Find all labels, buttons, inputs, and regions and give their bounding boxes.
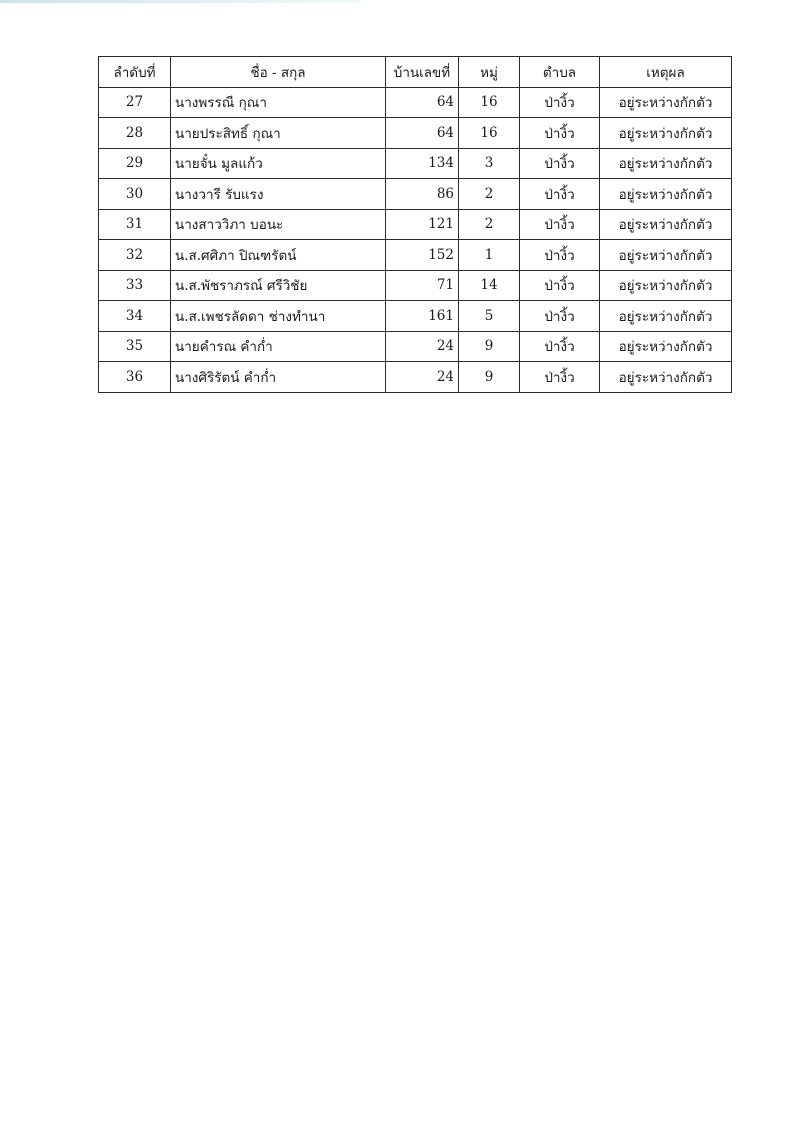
- cell-subdistrict: ป่างิ้ว: [520, 179, 600, 210]
- cell-no: 27: [99, 87, 171, 118]
- cell-moo: 3: [459, 148, 520, 179]
- cell-no: 28: [99, 118, 171, 149]
- cell-house-number: 161: [386, 301, 459, 332]
- cell-name: นางสาววิภา บอนะ: [171, 209, 386, 240]
- cell-no: 29: [99, 148, 171, 179]
- header-house-number: บ้านเลขที่: [386, 57, 459, 88]
- cell-no: 34: [99, 301, 171, 332]
- cell-moo: 14: [459, 270, 520, 301]
- cell-reason: อยู่ระหว่างกักตัว: [600, 148, 732, 179]
- cell-name: นายคำรณ คำก่ำ: [171, 331, 386, 362]
- cell-moo: 16: [459, 87, 520, 118]
- cell-subdistrict: ป่างิ้ว: [520, 148, 600, 179]
- cell-no: 32: [99, 240, 171, 271]
- cell-reason: อยู่ระหว่างกักตัว: [600, 118, 732, 149]
- table-header-row: [99, 57, 732, 88]
- cell-reason: อยู่ระหว่างกักตัว: [600, 270, 732, 301]
- cell-subdistrict: ป่างิ้ว: [520, 87, 600, 118]
- cell-house-number: 152: [386, 240, 459, 271]
- scan-edge-artifact: [0, 0, 360, 3]
- cell-reason: อยู่ระหว่างกักตัว: [600, 301, 732, 332]
- table-row: [99, 148, 732, 179]
- cell-no: 36: [99, 362, 171, 393]
- cell-name: นายประสิทธิ์ กุณา: [171, 118, 386, 149]
- table-row: [99, 301, 732, 332]
- cell-subdistrict: ป่างิ้ว: [520, 362, 600, 393]
- cell-reason: อยู่ระหว่างกักตัว: [600, 331, 732, 362]
- cell-house-number: 71: [386, 270, 459, 301]
- cell-house-number: 86: [386, 179, 459, 210]
- table-row: [99, 209, 732, 240]
- table-row: [99, 240, 732, 271]
- cell-no: 35: [99, 331, 171, 362]
- cell-subdistrict: ป่างิ้ว: [520, 209, 600, 240]
- cell-moo: 2: [459, 209, 520, 240]
- cell-subdistrict: ป่างิ้ว: [520, 240, 600, 271]
- cell-moo: 9: [459, 331, 520, 362]
- cell-house-number: 134: [386, 148, 459, 179]
- cell-no: 30: [99, 179, 171, 210]
- quarantine-roster-table: [98, 56, 732, 393]
- header-reason: เหตุผล: [600, 57, 732, 88]
- table-row: [99, 331, 732, 362]
- header-moo: หมู่: [459, 57, 520, 88]
- cell-name: น.ส.เพชรลัดดา ช่างทำนา: [171, 301, 386, 332]
- cell-moo: 2: [459, 179, 520, 210]
- cell-house-number: 64: [386, 87, 459, 118]
- cell-subdistrict: ป่างิ้ว: [520, 301, 600, 332]
- cell-no: 31: [99, 209, 171, 240]
- cell-name: นางวารี รับแรง: [171, 179, 386, 210]
- cell-name: นางพรรณี กุณา: [171, 87, 386, 118]
- cell-no: 33: [99, 270, 171, 301]
- cell-house-number: 24: [386, 362, 459, 393]
- table-row: [99, 362, 732, 393]
- cell-subdistrict: ป่างิ้ว: [520, 118, 600, 149]
- cell-reason: อยู่ระหว่างกักตัว: [600, 240, 732, 271]
- cell-reason: อยู่ระหว่างกักตัว: [600, 362, 732, 393]
- cell-name: นายจั๋น มูลแก้ว: [171, 148, 386, 179]
- cell-reason: อยู่ระหว่างกักตัว: [600, 209, 732, 240]
- cell-house-number: 64: [386, 118, 459, 149]
- cell-name: น.ส.พัชราภรณ์ ศรีวิชัย: [171, 270, 386, 301]
- cell-subdistrict: ป่างิ้ว: [520, 331, 600, 362]
- header-no: ลำดับที่: [99, 57, 171, 88]
- table-row: [99, 87, 732, 118]
- cell-house-number: 24: [386, 331, 459, 362]
- cell-moo: 1: [459, 240, 520, 271]
- header-name: ชื่อ - สกุล: [171, 57, 386, 88]
- cell-name: น.ส.ศศิภา ปิณฑรัตน์: [171, 240, 386, 271]
- table-row: [99, 179, 732, 210]
- cell-moo: 5: [459, 301, 520, 332]
- cell-moo: 16: [459, 118, 520, 149]
- cell-subdistrict: ป่างิ้ว: [520, 270, 600, 301]
- header-subdistrict: ตำบล: [520, 57, 600, 88]
- cell-reason: อยู่ระหว่างกักตัว: [600, 179, 732, 210]
- table-row: [99, 118, 732, 149]
- cell-reason: อยู่ระหว่างกักตัว: [600, 87, 732, 118]
- cell-name: นางศิริรัตน์ คำก่ำ: [171, 362, 386, 393]
- cell-house-number: 121: [386, 209, 459, 240]
- cell-moo: 9: [459, 362, 520, 393]
- table-row: [99, 270, 732, 301]
